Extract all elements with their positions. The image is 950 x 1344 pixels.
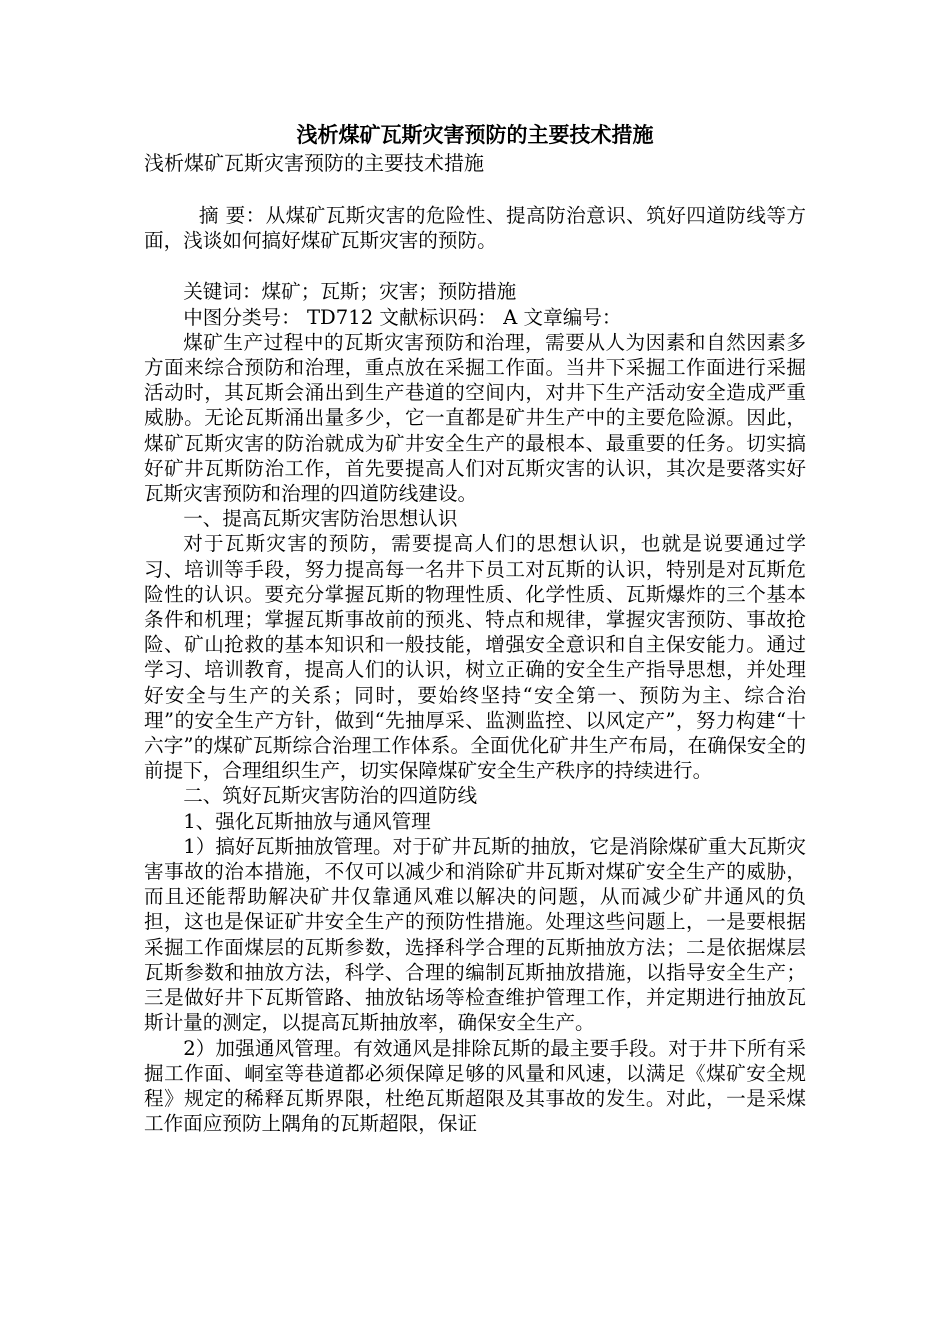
document-subtitle: 浅析煤矿瓦斯灾害预防的主要技术措施 bbox=[144, 151, 484, 175]
spacer bbox=[144, 177, 806, 203]
spacer bbox=[144, 253, 806, 279]
abstract: 摘 要：从煤矿瓦斯灾害的危险性、提高防治意识、筑好四道防线等方面，浅谈如何搞好煤矿瓦斯灾害的预防。 bbox=[144, 204, 806, 253]
paragraph-intro: 煤矿生产过程中的瓦斯灾害预防和治理，需要从人为因素和自然因素多方面来综合预防和治理，重点放在采掘工作面。当井下采掘工作面进行采掘活动时，其瓦斯会涌出到生产巷道的空间内，对井下生产活动安全造成严重威胁。无论瓦斯涌出量多少，它一直都是矿井生产中的主要危险源。因此，煤矿瓦斯灾害的防治就成为矿井安全生产的最根本、最重要的任务。切实搞好矿井瓦斯防治工作，首先要提高人们对瓦斯灾害的认识，其次是要落实好瓦斯灾害预防和治理的四道防线建设。 bbox=[144, 330, 806, 506]
document-content bbox=[144, 120, 806, 1136]
paragraph-gas-drainage: 1）搞好瓦斯抽放管理。对于矿井瓦斯的抽放，它是消除煤矿重大瓦斯灾害事故的治本措施，不仅可以减少和消除矿井瓦斯对煤矿安全生产的威胁，而且还能帮助解决矿井仅靠通风难以解决的问题，从而减少矿井通风的负担，这也是保证矿井安全生产的预防性措施。处理这些问题上，一是要根据采掘工作面煤层的瓦斯参数，选择科学合理的瓦斯抽放方法；二是依据煤层瓦斯参数和抽放方法，科学、合理的编制瓦斯抽放措施，以指导安全生产；三是做好井下瓦斯管路、抽放钻场等检查维护管理工作，并定期进行抽放瓦斯计量的测定，以提高瓦斯抽放率，确保安全生产。 bbox=[144, 834, 806, 1035]
paragraph-ventilation: 2）加强通风管理。有效通风是排除瓦斯的最主要手段。对于井下所有采掘工作面、峒室等巷道都必须保障足够的风量和风速，以满足《煤矿安全规程》规定的稀释瓦斯界限，杜绝瓦斯超限及其事故的发生。对此，一是采煤工作面应预防上隅角的瓦斯超限，保证 bbox=[144, 1036, 806, 1136]
section-heading-1: 一、提高瓦斯灾害防治思想认识 bbox=[183, 507, 458, 531]
section-heading-2: 二、筑好瓦斯灾害防治的四道防线 bbox=[183, 784, 478, 808]
paragraph-section-1: 对于瓦斯灾害的预防，需要提高人们的思想认识，也就是说要通过学习、培训等手段，努力提高每一名井下员工对瓦斯的认识，特别是对瓦斯危险性的认识。要充分掌握瓦斯的物理性质、化学性质、瓦斯爆炸的三个基本条件和机理；掌握瓦斯事故前的预兆、特点和规律，掌握灾害预防、事故抢险、矿山抢救的基本知识和一般技能，增强安全意识和自主保安能力。通过学习、培训教育，提高人们的认识，树立正确的安全生产指导思想，并处理好安全与生产的关系；同时，要始终坚持“安全第一、预防为主、综合治理”的安全生产方针，做到“先抽厚采、监测监控、以风定产”，努力构建“十六字”的煤矿瓦斯综合治理工作体系。全面优化矿井生产布局，在确保安全的前提下，合理组织生产，切实保障煤矿安全生产秩序的持续进行。 bbox=[144, 532, 806, 783]
keywords: 关键词：煤矿；瓦斯；灾害；预防措施 bbox=[183, 280, 517, 304]
document-title: 浅析煤矿瓦斯灾害预防的主要技术措施 bbox=[296, 122, 654, 147]
classification: 中图分类号： TD712 文献标识码： A 文章编号： bbox=[183, 305, 622, 329]
subsection-heading-1: 1、强化瓦斯抽放与通风管理 bbox=[183, 809, 431, 833]
